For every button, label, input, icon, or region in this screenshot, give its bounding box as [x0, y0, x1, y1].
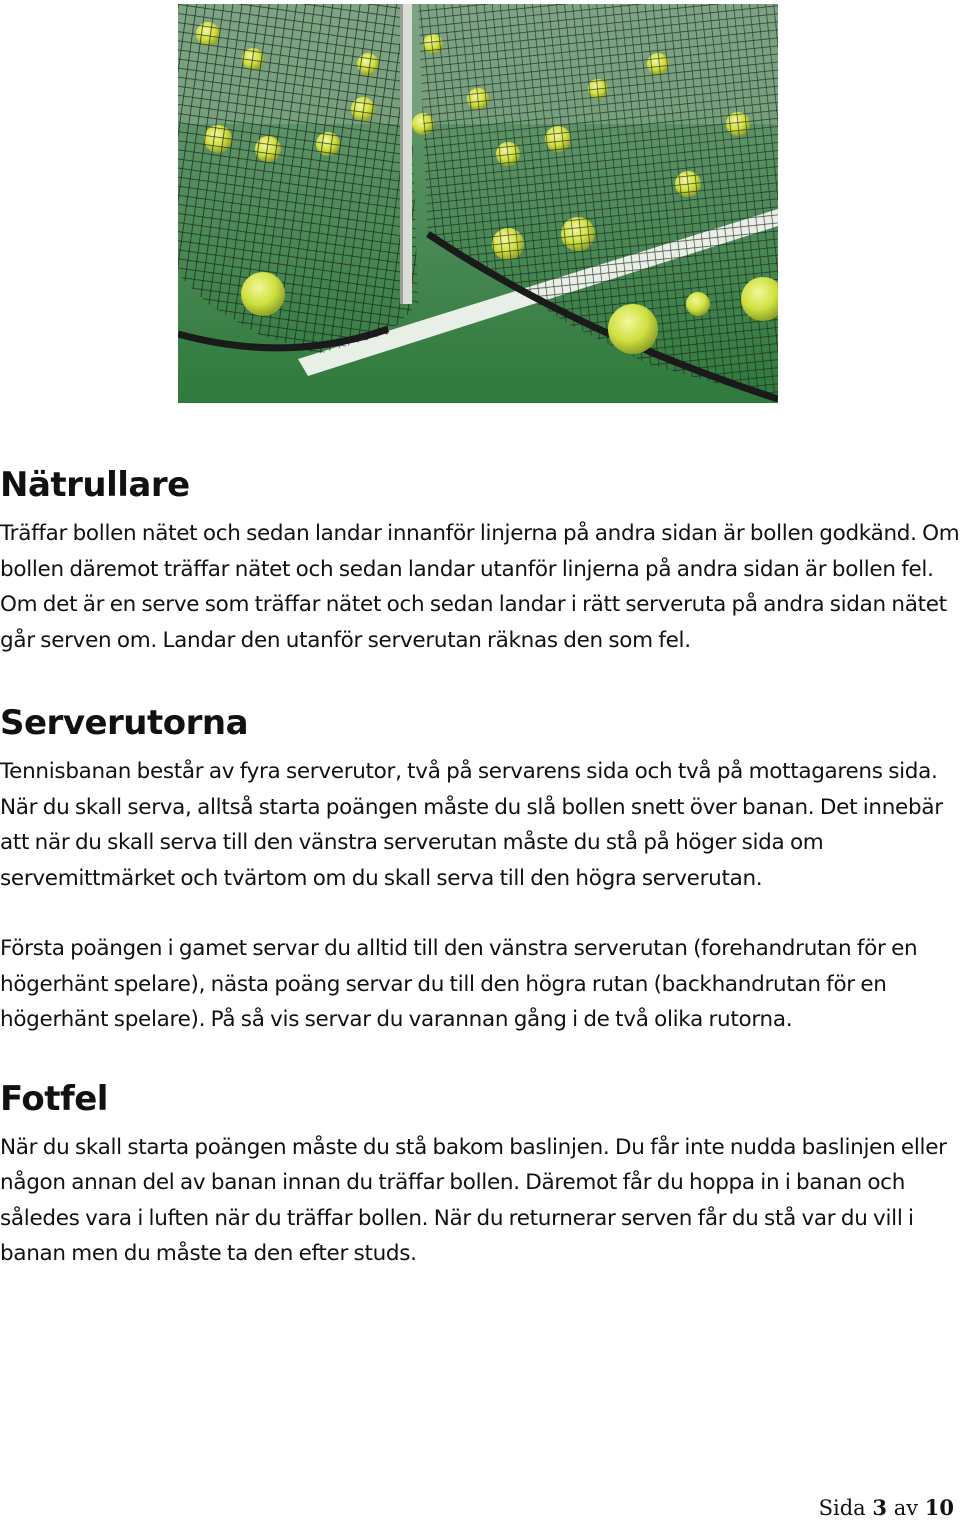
section-paragraph: Första poängen i gamet servar du alltid till den vänstra serverutan (forehandrutan för en högerhänt spelare), nästa poäng servar du till den högra rutan (backhandrutan för en högerhänt spelare). På så vis servar du varannan gång i de två olika rutorna.	[0, 936, 918, 1032]
section-paragraph: När du skall starta poängen måste du stå bakom baslinjen. Du får inte nudda baslinjen eller någon annan del av banan innan du träffar bollen. Däremot får du hoppa in i banan och således vara i luften när du träffar bollen. När du returnerar serven får du stå var du vill i banan men du måste ta den efter studs.	[0, 1134, 947, 1266]
section-heading: Nätrullare	[0, 465, 190, 505]
section-serverutorna	[0, 700, 960, 1038]
document-body	[0, 462, 960, 1272]
section-heading: Serverutorna	[0, 703, 249, 743]
tennis-net-illustration	[178, 4, 778, 403]
net-left	[178, 4, 418, 354]
tennis-net-photo	[178, 4, 778, 403]
section-fotfel	[0, 1076, 960, 1272]
section-paragraph: Träffar bollen nätet och sedan landar innanför linjerna på andra sidan är bollen godkänd. Om bollen däremot träffar nätet och sedan landar utanför linjerna på andra sidan är bollen fel. Om det är en serve som träffar nätet och sedan landar i rätt serveruta på andra sidan nätet går serven om. Landar den utanför serverutan räknas den som fel.	[0, 521, 960, 653]
section-natrullare	[0, 462, 960, 658]
total-pages: 10	[924, 1495, 954, 1520]
section-heading: Fotfel	[0, 1078, 108, 1119]
page-separator: av	[893, 1496, 919, 1520]
current-page: 3	[872, 1495, 887, 1520]
page-number	[819, 1495, 954, 1520]
section-paragraph: Tennisbanan består av fyra serverutor, två på servarens sida och två på mottagarens sida. När du skall serva, alltså starta poängen måste du slå bollen snett över banan. Det innebär att när du skall serva till den vänstra serverutan måste du stå på höger sida om servemittmärket och tvärtom om du skall serva till den högra serverutan.	[0, 759, 943, 891]
page-label: Sida	[818, 1496, 866, 1520]
